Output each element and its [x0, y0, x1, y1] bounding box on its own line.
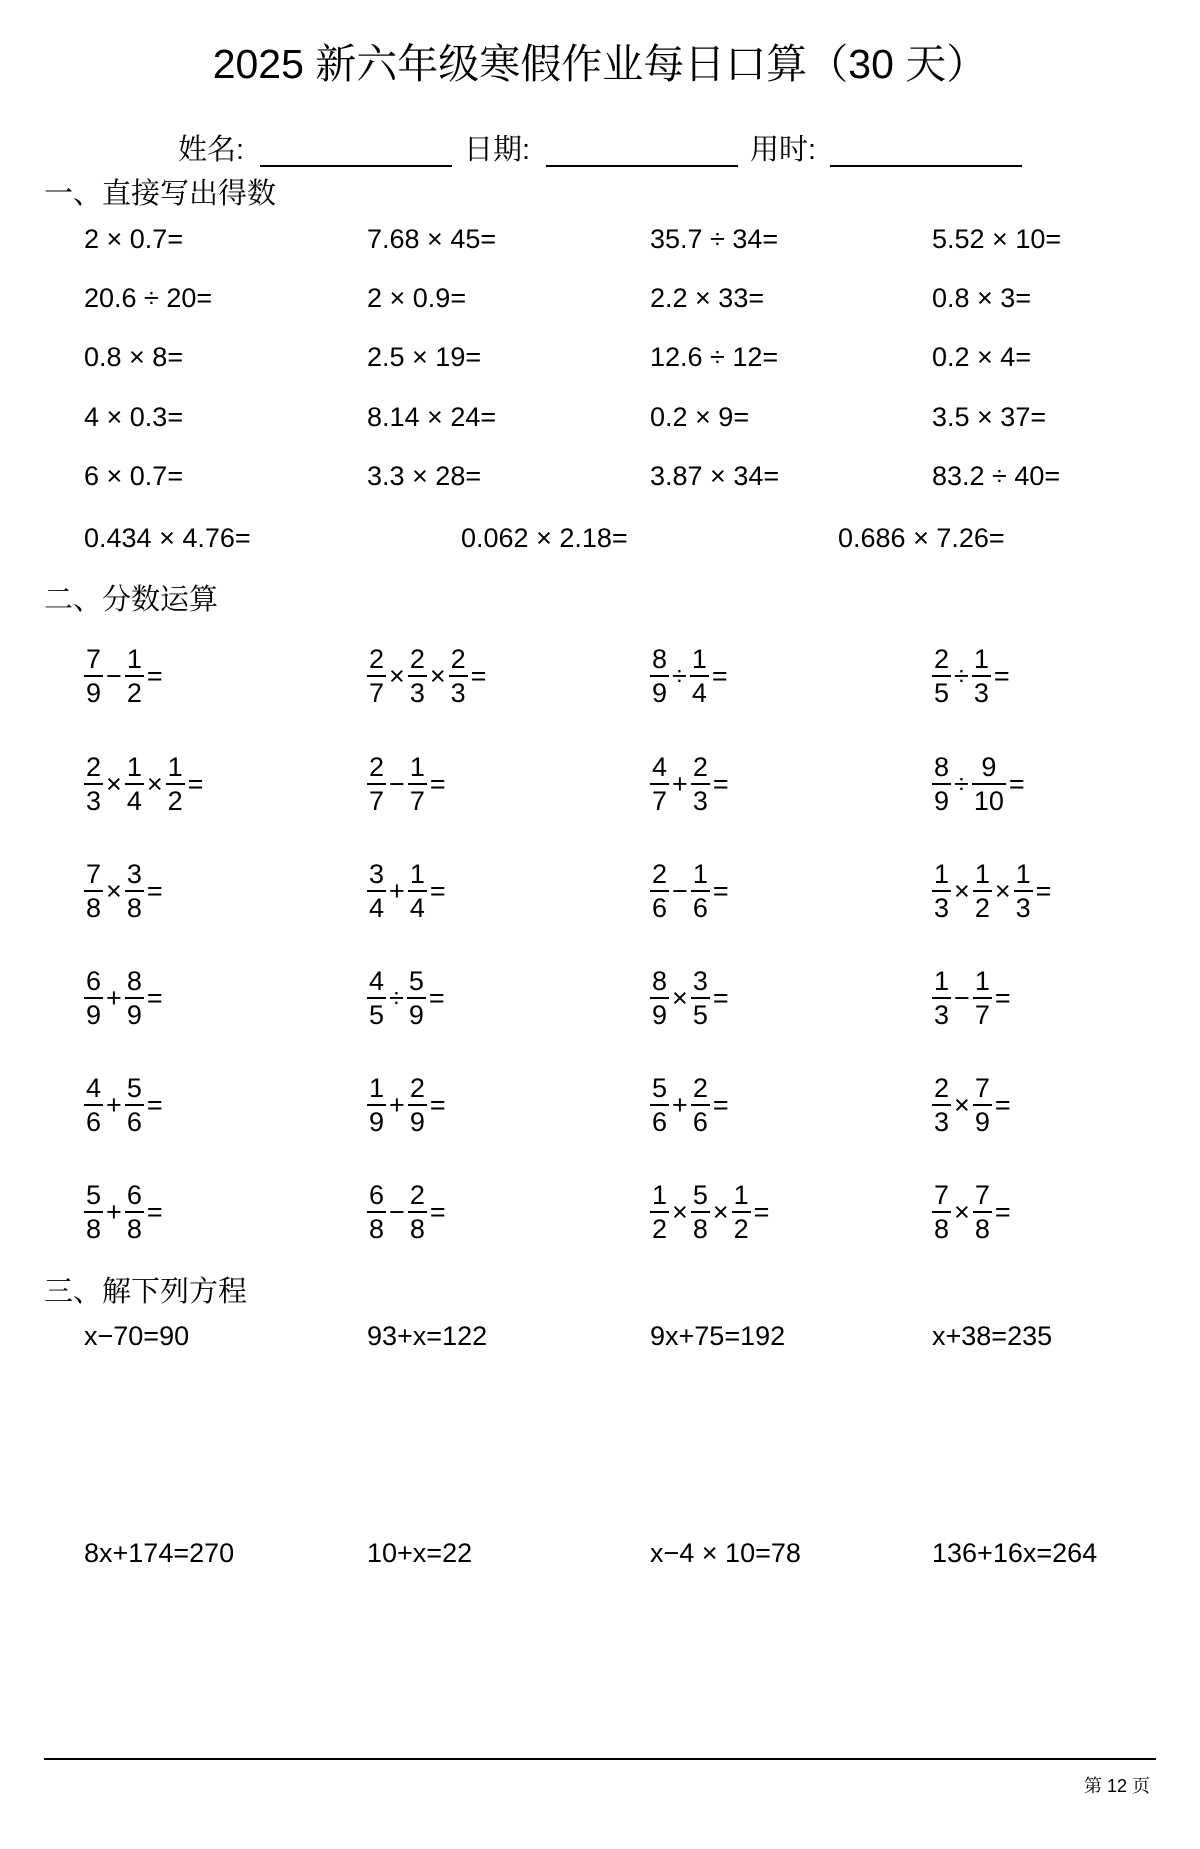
fraction — [408, 643, 427, 709]
fraction-problem — [650, 640, 731, 712]
fraction-numerator: 3 — [692, 966, 708, 996]
operator: × — [954, 1090, 970, 1120]
fraction-denominator: 8 — [409, 1214, 425, 1244]
fraction — [367, 858, 386, 924]
fraction — [408, 1072, 427, 1138]
fraction-problem — [367, 855, 449, 927]
fraction-numerator: 2 — [692, 1073, 708, 1103]
fraction-denominator: 5 — [934, 678, 950, 708]
fraction-denominator: 2 — [652, 1214, 668, 1244]
fraction-denominator: 8 — [126, 1214, 142, 1244]
fraction-numerator: 1 — [1015, 859, 1031, 889]
fraction-denominator: 3 — [973, 678, 989, 708]
fraction-numerator: 1 — [934, 966, 950, 996]
fraction — [84, 643, 103, 709]
fraction-denominator: 7 — [369, 786, 385, 816]
fraction — [367, 965, 386, 1031]
equals-sign: = — [994, 1197, 1011, 1227]
fraction-numerator: 5 — [692, 1180, 708, 1210]
fraction — [166, 751, 185, 817]
operator: − — [106, 661, 122, 691]
fraction-denominator: 8 — [369, 1214, 385, 1244]
operator: × — [712, 1197, 729, 1227]
fraction-numerator: 1 — [652, 1180, 668, 1210]
arithmetic-problem: 0.686 × 7.26= — [838, 523, 1005, 553]
fraction-denominator: 2 — [974, 893, 990, 923]
fraction — [973, 965, 992, 1031]
equals-sign: = — [429, 876, 446, 906]
fraction-problem — [84, 640, 166, 712]
fraction — [367, 1179, 386, 1245]
fraction — [972, 643, 991, 709]
fraction — [650, 1072, 669, 1138]
fraction-numerator: 2 — [369, 644, 385, 674]
fraction-numerator: 1 — [409, 859, 425, 889]
fraction — [125, 751, 144, 817]
fraction-denominator: 9 — [652, 678, 668, 708]
fraction — [1014, 858, 1033, 924]
equals-sign: = — [712, 769, 729, 799]
fraction-denominator: 8 — [126, 893, 142, 923]
fraction-denominator: 4 — [126, 786, 142, 816]
fraction-numerator: 7 — [974, 1073, 990, 1103]
fraction-denominator: 7 — [369, 678, 385, 708]
fraction — [84, 1072, 103, 1138]
operator: − — [672, 876, 688, 906]
fraction-denominator: 7 — [974, 1000, 990, 1030]
fraction-denominator: 9 — [934, 786, 950, 816]
arithmetic-problem: 83.2 ÷ 40= — [932, 461, 1061, 491]
fraction — [408, 858, 427, 924]
fraction-numerator: 2 — [934, 644, 950, 674]
fraction-problem — [84, 1176, 166, 1248]
fraction-denominator: 3 — [450, 678, 466, 708]
operator: × — [672, 1197, 688, 1227]
fraction-numerator: 2 — [409, 1180, 425, 1210]
equals-sign: = — [1008, 769, 1025, 799]
arithmetic-problem: 3.3 × 28= — [367, 461, 482, 491]
fraction — [125, 858, 144, 924]
fraction-denominator: 8 — [86, 1214, 102, 1244]
operator: + — [389, 876, 405, 906]
arithmetic-problem: 12.6 ÷ 12= — [650, 342, 779, 372]
fraction-denominator: 6 — [692, 893, 708, 923]
fraction — [691, 1072, 710, 1138]
arithmetic-problem: 20.6 ÷ 20= — [84, 283, 213, 313]
equals-sign: = — [712, 1090, 729, 1120]
operator: − — [389, 1197, 405, 1227]
fraction-denominator: 9 — [652, 1000, 668, 1030]
arithmetic-problem: 0.8 × 3= — [932, 283, 1032, 313]
fraction — [691, 751, 710, 817]
operator: × — [954, 876, 970, 906]
fraction-problem — [650, 748, 732, 820]
fraction-numerator: 1 — [692, 859, 708, 889]
fraction-numerator: 5 — [408, 966, 424, 996]
fraction — [125, 643, 144, 709]
fraction-numerator: 1 — [691, 644, 707, 674]
fraction-problem — [650, 1069, 732, 1141]
fraction-problem — [367, 1176, 449, 1248]
fraction — [691, 1179, 710, 1245]
fraction-denominator: 9 — [408, 1000, 424, 1030]
operator: ÷ — [389, 983, 404, 1013]
arithmetic-problem: 6 × 0.7= — [84, 461, 184, 491]
arithmetic-problem: 35.7 ÷ 34= — [650, 224, 779, 254]
page-number: 第 12 页 — [1083, 1776, 1150, 1796]
operator: + — [106, 1197, 122, 1227]
fraction — [691, 858, 710, 924]
equals-sign: = — [429, 769, 446, 799]
fraction-denominator: 2 — [733, 1214, 749, 1244]
fraction-denominator: 6 — [652, 1107, 668, 1137]
fraction — [932, 965, 951, 1031]
fraction-denominator: 6 — [692, 1107, 708, 1137]
fraction — [367, 751, 386, 817]
equation-problem: x+38=235 — [932, 1321, 1053, 1351]
fraction-denominator: 7 — [409, 786, 425, 816]
fraction — [367, 1072, 386, 1138]
arithmetic-problem: 8.14 × 24= — [367, 402, 497, 432]
fraction — [650, 858, 669, 924]
fraction-numerator: 3 — [369, 859, 385, 889]
fraction-denominator: 2 — [167, 786, 183, 816]
operator: − — [954, 983, 970, 1013]
time-label: 用时: — [750, 134, 817, 166]
fraction-denominator: 10 — [973, 786, 1004, 816]
fraction — [973, 1179, 992, 1245]
fraction-problem — [367, 640, 489, 712]
fraction-numerator: 1 — [974, 859, 990, 889]
operator: × — [106, 876, 122, 906]
fraction-numerator: 2 — [86, 752, 102, 782]
fraction-numerator: 2 — [652, 859, 668, 889]
fraction — [84, 1179, 103, 1245]
fraction — [84, 965, 103, 1031]
equals-sign: = — [429, 1197, 446, 1227]
fraction — [125, 1072, 144, 1138]
operator: × — [994, 876, 1011, 906]
equation-problem: 9x+75=192 — [650, 1321, 786, 1351]
fraction — [650, 751, 669, 817]
equals-sign: = — [994, 1090, 1011, 1120]
section-3-heading: 三、解下列方程 — [44, 1276, 248, 1308]
fraction-problem — [932, 962, 1014, 1034]
arithmetic-problem: 0.434 × 4.76= — [84, 523, 251, 553]
operator: × — [146, 769, 163, 799]
arithmetic-problem: 7.68 × 45= — [367, 224, 497, 254]
fraction — [932, 1072, 951, 1138]
time-field[interactable] — [830, 165, 1022, 167]
equation-problem: 93+x=122 — [367, 1321, 488, 1351]
fraction-denominator: 9 — [409, 1107, 425, 1137]
fraction — [84, 751, 103, 817]
equals-sign: = — [429, 1090, 446, 1120]
equals-sign: = — [146, 1197, 163, 1227]
arithmetic-problem: 2.2 × 33= — [650, 283, 765, 313]
fraction-problem — [367, 748, 449, 820]
fraction — [408, 751, 427, 817]
equation-problem: 10+x=22 — [367, 1538, 473, 1568]
fraction-problem — [650, 1176, 772, 1248]
section-1-heading: 一、直接写出得数 — [44, 178, 277, 210]
fraction-denominator: 6 — [126, 1107, 142, 1137]
fraction — [125, 965, 144, 1031]
fraction-denominator: 8 — [86, 893, 102, 923]
fraction-denominator: 9 — [974, 1107, 990, 1137]
fraction-denominator: 5 — [692, 1000, 708, 1030]
equation-problem: 136+16x=264 — [932, 1538, 1098, 1568]
page-title: 2025 新六年级寒假作业每日口算（30 天） — [212, 41, 988, 87]
fraction-denominator: 4 — [691, 678, 707, 708]
student-info-bar — [0, 128, 1200, 172]
fraction-denominator: 3 — [934, 1107, 950, 1137]
equals-sign: = — [146, 983, 163, 1013]
fraction-denominator: 9 — [86, 678, 102, 708]
fraction-problem — [84, 1069, 166, 1141]
fraction-numerator: 2 — [934, 1073, 950, 1103]
fraction-numerator: 6 — [86, 966, 102, 996]
arithmetic-problem: 0.2 × 9= — [650, 402, 750, 432]
equals-sign: = — [187, 769, 204, 799]
fraction-numerator: 1 — [126, 644, 142, 674]
fraction-denominator: 3 — [934, 1000, 950, 1030]
fraction — [932, 751, 951, 817]
fraction — [408, 1179, 427, 1245]
fraction-denominator: 6 — [652, 893, 668, 923]
section-2-heading: 二、分数运算 — [44, 584, 219, 616]
fraction-denominator: 3 — [692, 786, 708, 816]
equals-sign: = — [470, 661, 487, 691]
fraction — [84, 858, 103, 924]
fraction-problem — [367, 962, 448, 1034]
fraction-denominator: 3 — [409, 678, 425, 708]
fraction — [650, 643, 669, 709]
fraction — [732, 1179, 751, 1245]
arithmetic-problem: 0.2 × 4= — [932, 342, 1032, 372]
fraction-numerator: 1 — [973, 644, 989, 674]
fraction-denominator: 2 — [126, 678, 142, 708]
fraction-denominator: 4 — [409, 893, 425, 923]
operator: − — [389, 769, 405, 799]
equals-sign: = — [146, 661, 163, 691]
fraction — [650, 1179, 669, 1245]
fraction-numerator: 7 — [86, 859, 102, 889]
fraction-numerator: 5 — [126, 1073, 142, 1103]
fraction-denominator: 3 — [86, 786, 102, 816]
operator: × — [429, 661, 446, 691]
operator: ÷ — [954, 661, 969, 691]
fraction — [932, 858, 951, 924]
arithmetic-problem: 2 × 0.9= — [367, 283, 467, 313]
date-label: 日期: — [464, 134, 531, 166]
equation-problem: x−70=90 — [84, 1321, 190, 1351]
equals-sign: = — [993, 661, 1010, 691]
fraction-numerator: 6 — [369, 1180, 385, 1210]
equals-sign: = — [146, 876, 163, 906]
fraction-denominator: 8 — [692, 1214, 708, 1244]
fraction-denominator: 4 — [369, 893, 385, 923]
fraction-numerator: 6 — [126, 1180, 142, 1210]
equals-sign: = — [428, 983, 445, 1013]
fraction-numerator: 7 — [974, 1180, 990, 1210]
fraction-problem — [650, 855, 732, 927]
fraction-denominator: 3 — [934, 893, 950, 923]
operator: + — [672, 769, 688, 799]
fraction-numerator: 1 — [369, 1073, 385, 1103]
fraction — [449, 643, 468, 709]
fraction-numerator: 8 — [652, 644, 668, 674]
fraction-denominator: 9 — [86, 1000, 102, 1030]
operator: ÷ — [672, 661, 687, 691]
fraction — [973, 1072, 992, 1138]
fraction-denominator: 7 — [652, 786, 668, 816]
fraction-problem — [932, 855, 1054, 927]
operator: × — [389, 661, 405, 691]
arithmetic-problem: 0.8 × 8= — [84, 342, 184, 372]
fraction — [367, 643, 386, 709]
fraction-problem — [367, 1069, 449, 1141]
fraction-numerator: 1 — [409, 752, 425, 782]
arithmetic-problem: 2 × 0.7= — [84, 224, 184, 254]
equals-sign: = — [712, 876, 729, 906]
fraction-numerator: 5 — [86, 1180, 102, 1210]
fraction — [125, 1179, 144, 1245]
fraction-numerator: 7 — [86, 644, 102, 674]
fraction-denominator: 6 — [86, 1107, 102, 1137]
fraction-numerator: 4 — [86, 1073, 102, 1103]
fraction-numerator: 2 — [369, 752, 385, 782]
operator: × — [672, 983, 688, 1013]
fraction-numerator: 1 — [974, 966, 990, 996]
equals-sign: = — [753, 1197, 770, 1227]
fraction — [972, 751, 1006, 817]
footer-divider — [44, 1758, 1156, 1760]
name-field[interactable] — [260, 165, 452, 167]
fraction-numerator: 1 — [126, 752, 142, 782]
equation-problem: x−4 × 10=78 — [650, 1538, 801, 1568]
fraction-problem — [932, 1069, 1014, 1141]
fraction-numerator: 2 — [409, 644, 425, 674]
arithmetic-problem: 0.062 × 2.18= — [461, 523, 628, 553]
fraction-problem — [650, 962, 732, 1034]
fraction-numerator: 1 — [934, 859, 950, 889]
fraction-problem — [84, 962, 166, 1034]
fraction-problem — [932, 1176, 1014, 1248]
fraction — [407, 965, 426, 1031]
fraction-numerator: 1 — [733, 1180, 749, 1210]
fraction — [690, 643, 709, 709]
fraction-numerator: 4 — [369, 966, 385, 996]
fraction-numerator: 1 — [167, 752, 183, 782]
fraction-denominator: 9 — [369, 1107, 385, 1137]
fraction — [691, 965, 710, 1031]
fraction-numerator: 2 — [692, 752, 708, 782]
operator: ÷ — [954, 769, 969, 799]
equals-sign: = — [711, 661, 728, 691]
fraction-denominator: 8 — [974, 1214, 990, 1244]
equals-sign: = — [146, 1090, 163, 1120]
equation-problem: 8x+174=270 — [84, 1538, 235, 1568]
fraction-numerator: 2 — [450, 644, 466, 674]
fraction-problem — [84, 748, 206, 820]
equals-sign: = — [994, 983, 1011, 1013]
fraction-numerator: 2 — [409, 1073, 425, 1103]
fraction-denominator: 3 — [1015, 893, 1031, 923]
equals-sign: = — [712, 983, 729, 1013]
arithmetic-problem: 5.52 × 10= — [932, 224, 1062, 254]
fraction-numerator: 3 — [126, 859, 142, 889]
arithmetic-problem: 4 × 0.3= — [84, 402, 184, 432]
fraction-numerator: 7 — [934, 1180, 950, 1210]
equals-sign: = — [1035, 876, 1052, 906]
fraction-numerator: 9 — [981, 752, 997, 782]
fraction — [650, 965, 669, 1031]
date-field[interactable] — [546, 165, 738, 167]
fraction-problem — [932, 640, 1013, 712]
arithmetic-problem: 3.5 × 37= — [932, 402, 1047, 432]
operator: + — [106, 983, 122, 1013]
fraction — [932, 643, 951, 709]
fraction-denominator: 8 — [934, 1214, 950, 1244]
name-label: 姓名: — [178, 134, 245, 166]
operator: × — [106, 769, 122, 799]
operator: × — [954, 1197, 970, 1227]
fraction-denominator: 9 — [126, 1000, 142, 1030]
fraction-numerator: 5 — [652, 1073, 668, 1103]
fraction-numerator: 4 — [652, 752, 668, 782]
fraction-numerator: 8 — [652, 966, 668, 996]
fraction-denominator: 5 — [369, 1000, 385, 1030]
arithmetic-problem: 2.5 × 19= — [367, 342, 482, 372]
fraction — [932, 1179, 951, 1245]
fraction-problem — [932, 748, 1028, 820]
arithmetic-problem: 3.87 × 34= — [650, 461, 780, 491]
operator: + — [389, 1090, 405, 1120]
fraction-problem — [84, 855, 166, 927]
fraction-numerator: 8 — [934, 752, 950, 782]
operator: + — [106, 1090, 122, 1120]
fraction — [973, 858, 992, 924]
operator: + — [672, 1090, 688, 1120]
fraction-numerator: 8 — [126, 966, 142, 996]
